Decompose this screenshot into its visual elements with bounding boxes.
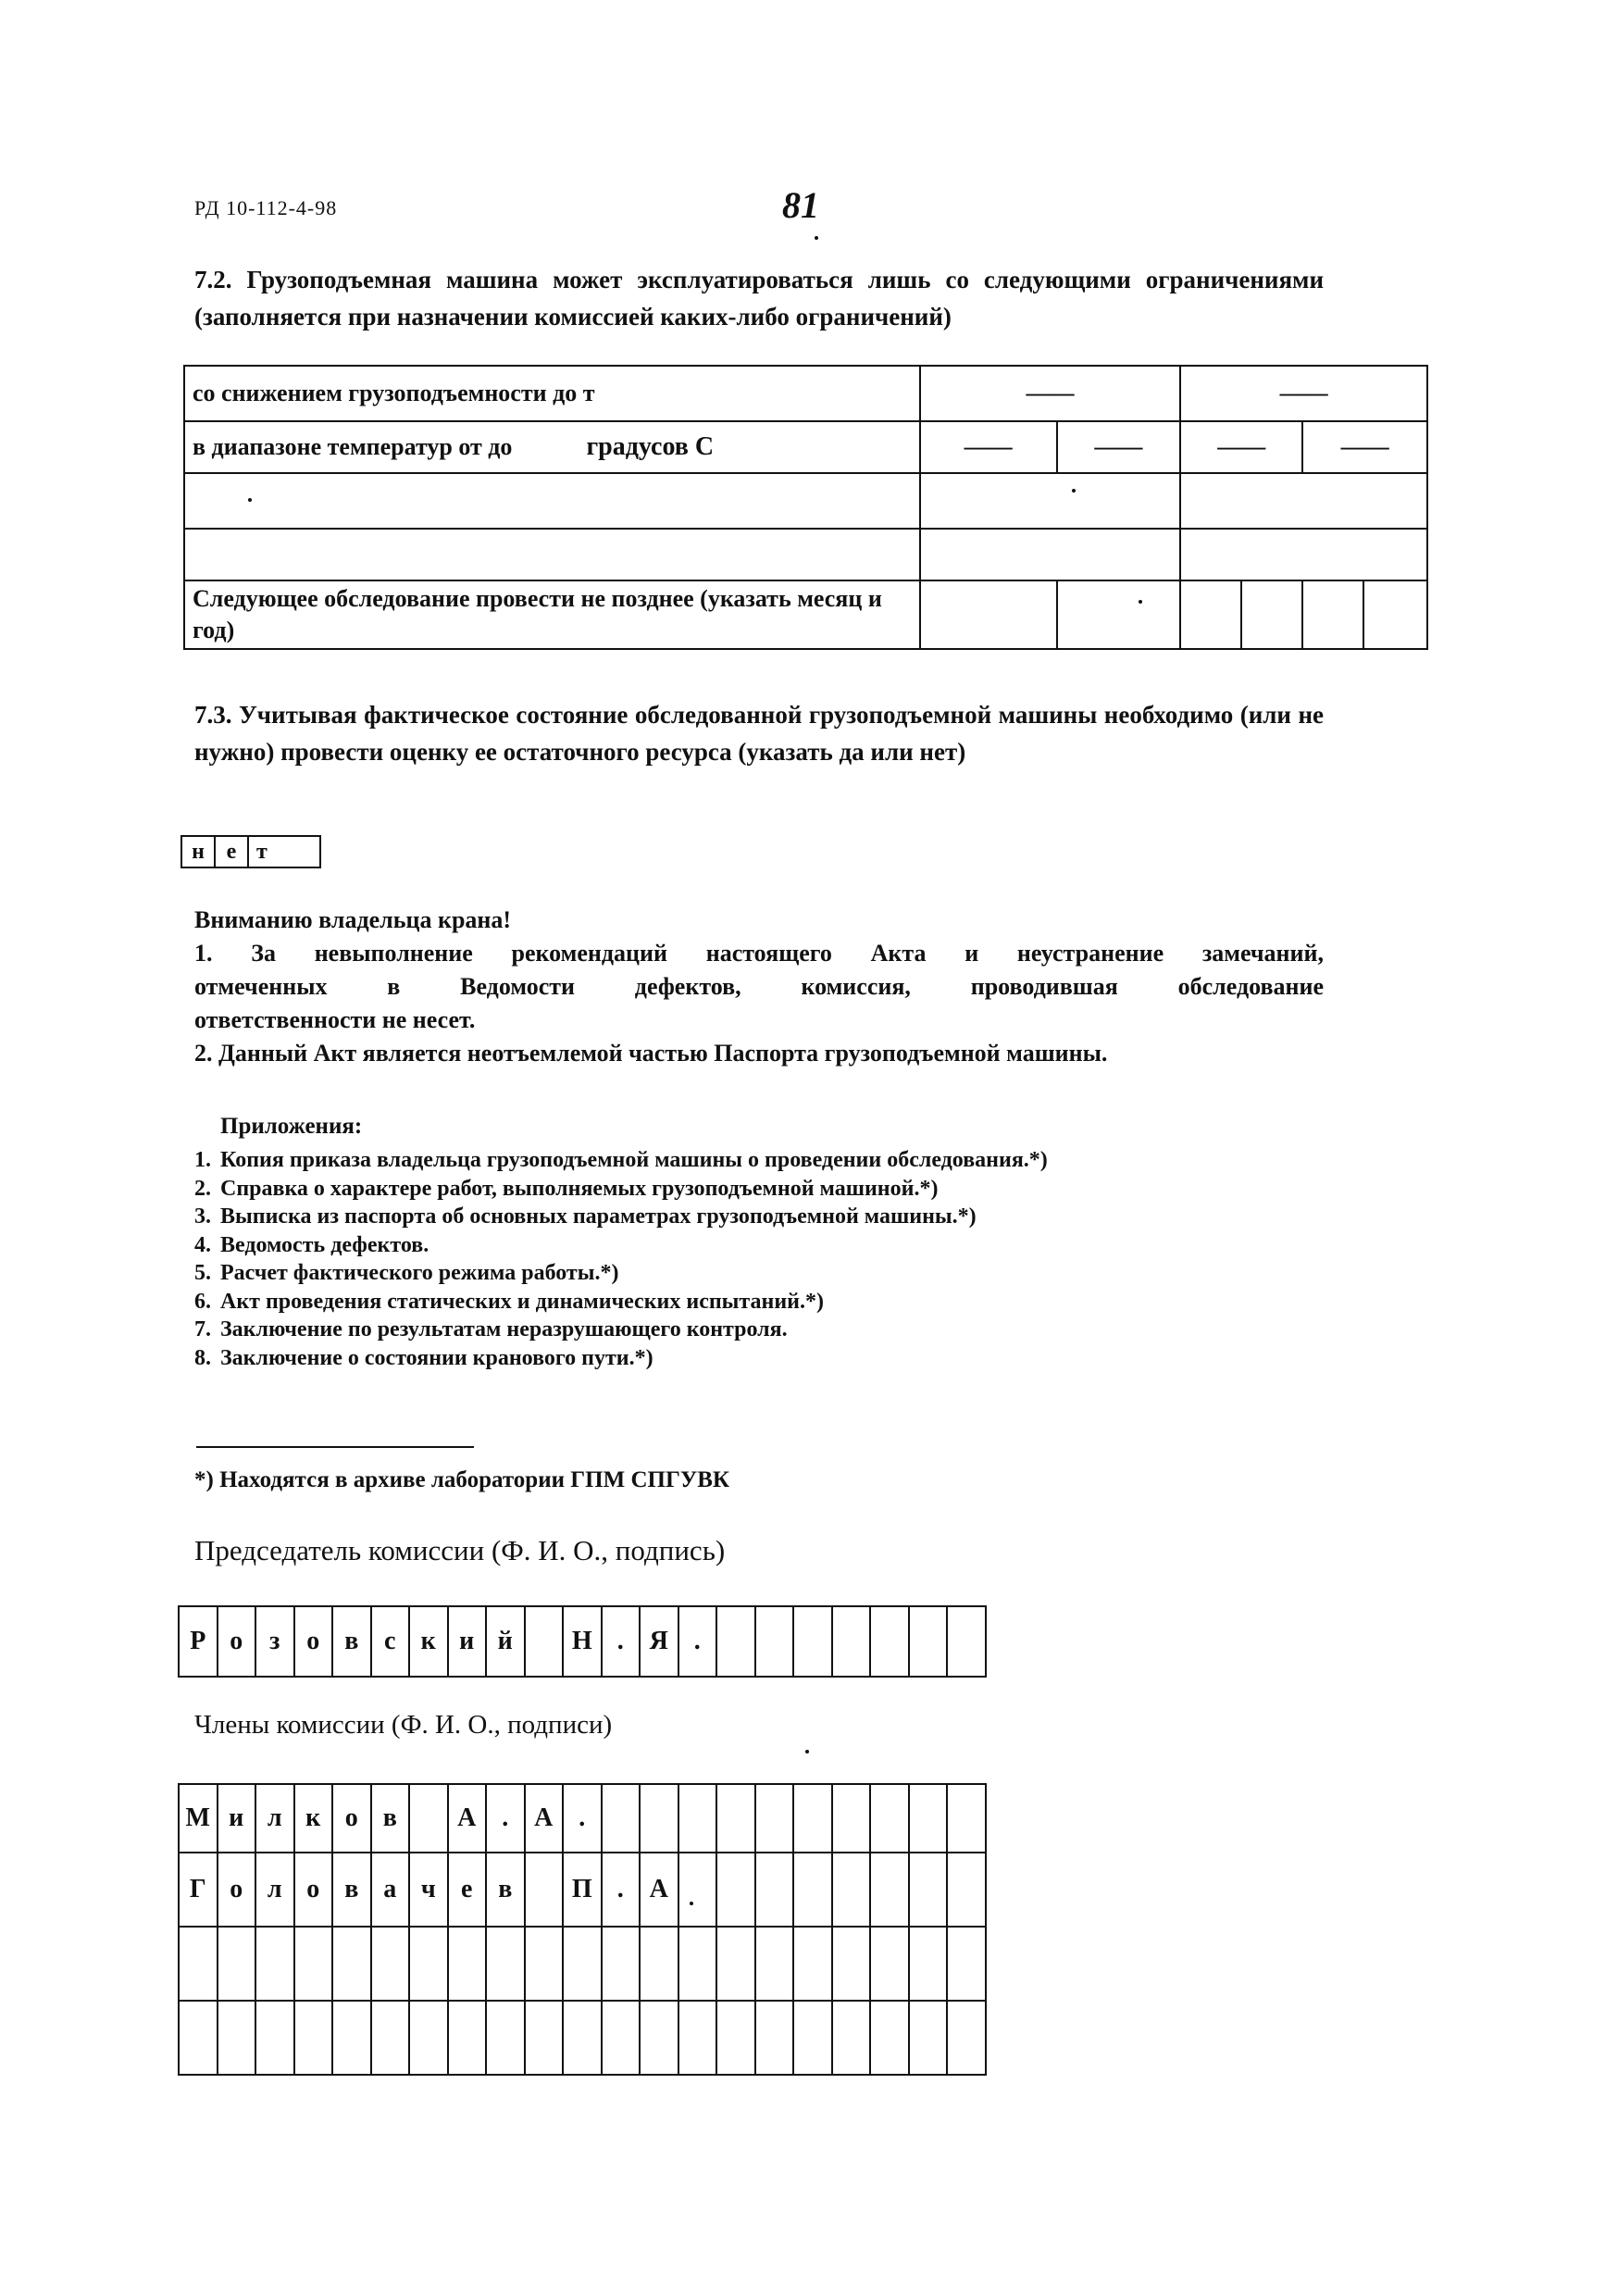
letter-cell: [832, 1927, 871, 2001]
letter-cell: А: [640, 1853, 678, 1927]
letter-cell: [179, 2001, 218, 2075]
letter-cell: [294, 2001, 333, 2075]
table-row: [179, 2001, 986, 2075]
chairman-label: Председатель комиссии (Ф. И. О., подпись): [194, 1534, 726, 1566]
letter-cell: [793, 1853, 832, 1927]
letter-cell: в: [332, 1606, 371, 1677]
members-name-grid: [178, 1783, 987, 2076]
letter-cell: [755, 2001, 794, 2075]
letter-cell: [525, 1853, 564, 1927]
list-item: 3. Выписка из паспорта об основных параметрах грузоподъемной машины.*): [194, 1204, 977, 1229]
letter-cell: [947, 1853, 986, 1927]
letter-cell: к: [409, 1606, 448, 1677]
scan-speck: [248, 498, 252, 502]
letter-cell: [563, 2001, 602, 2075]
next-inspection-label: Следующее обследование провести не позднее (указать месяц и год): [184, 580, 920, 649]
letter-cell: с: [371, 1606, 410, 1677]
letter-cell: [332, 2001, 371, 2075]
attention-title: Вниманию владельца крана!: [194, 906, 512, 933]
letter-cell: е: [448, 1853, 487, 1927]
letter-cell: л: [255, 1784, 294, 1853]
letter-cell: [218, 2001, 256, 2075]
letter-cell: П: [563, 1853, 602, 1927]
letter-cell: [255, 1927, 294, 2001]
letter-cell: [870, 1927, 909, 2001]
letter-cell: А: [448, 1784, 487, 1853]
letter-cell: [409, 1784, 448, 1853]
answer-letter: н: [181, 836, 215, 867]
table-row: [179, 1927, 986, 2001]
letter-cell: о: [332, 1784, 371, 1853]
letter-cell: [870, 2001, 909, 2075]
list-item: 8. Заключение о состоянии кранового пути.*): [194, 1345, 653, 1370]
letter-cell: [909, 1784, 948, 1853]
table-row: [184, 473, 1427, 529]
letter-cell: .: [602, 1853, 641, 1927]
residual-assessment-answer: [180, 835, 321, 868]
answer-letter: е: [215, 836, 248, 867]
scan-speck: [1139, 600, 1142, 604]
letter-cell: и: [218, 1784, 256, 1853]
letter-cell: [793, 1784, 832, 1853]
table-row: [184, 366, 1427, 421]
letter-cell: ч: [409, 1853, 448, 1927]
table-row: [179, 1606, 986, 1677]
members-label: Члены комиссии (Ф. И. О., подписи): [194, 1710, 613, 1740]
appendices-title: Приложения:: [220, 1114, 363, 1139]
letter-cell: [678, 2001, 717, 2075]
letter-cell: [448, 1927, 487, 2001]
letter-cell: .: [678, 1606, 717, 1677]
letter-cell: [640, 1927, 678, 2001]
letter-cell: [678, 1784, 717, 1853]
letter-cell: [218, 1927, 256, 2001]
chairman-name-grid: [178, 1605, 987, 1678]
temperature-range-label: в диапазоне температур от до: [193, 433, 513, 460]
scan-speck: [690, 1902, 693, 1905]
letter-cell: [716, 1606, 755, 1677]
letter-cell: [716, 1853, 755, 1927]
letter-cell: [255, 2001, 294, 2075]
table-row: [184, 421, 1427, 473]
letter-cell: [448, 2001, 487, 2075]
letter-cell: [525, 1927, 564, 2001]
capacity-value: ——: [920, 366, 1181, 421]
letter-cell: [332, 1927, 371, 2001]
letter-cell: [793, 1927, 832, 2001]
letter-cell: [832, 1606, 871, 1677]
letter-cell: [602, 1784, 641, 1853]
letter-cell: [947, 1927, 986, 2001]
letter-cell: а: [371, 1853, 410, 1927]
letter-cell: [870, 1784, 909, 1853]
letter-cell: [832, 2001, 871, 2075]
letter-cell: [870, 1853, 909, 1927]
list-item: 4. Ведомость дефектов.: [194, 1232, 429, 1257]
letter-cell: [870, 1606, 909, 1677]
table-row: [179, 1784, 986, 1853]
letter-cell: [755, 1606, 794, 1677]
letter-cell: [909, 1927, 948, 2001]
letter-cell: [602, 2001, 641, 2075]
list-item: 6. Акт проведения статических и динамических испытаний.*): [194, 1289, 824, 1314]
letter-cell: [640, 1784, 678, 1853]
letter-cell: Я: [640, 1606, 678, 1677]
answer-letter: т: [248, 836, 320, 867]
temperature-unit-label: градусов С: [586, 432, 715, 461]
letter-cell: [793, 1606, 832, 1677]
capacity-label: со снижением грузоподъемности до т: [184, 366, 920, 421]
footnote-divider: [196, 1446, 474, 1448]
temp-from-value: ——: [920, 421, 1057, 473]
letter-cell: [716, 1927, 755, 2001]
scan-speck: [805, 1750, 809, 1753]
scan-speck: [1072, 489, 1076, 493]
letter-cell: [563, 1927, 602, 2001]
letter-cell: [755, 1853, 794, 1927]
section-7-2-intro: 7.2. Грузоподъемная машина может эксплуатироваться лишь со следующими ограничениями (заполняется при назначении комиссией каких-либо ограничений): [194, 266, 1324, 331]
letter-cell: в: [332, 1853, 371, 1927]
attention-item-2: 2. Данный Акт является неотъемлемой частью Паспорта грузоподъемной машины.: [194, 1040, 1108, 1067]
letter-cell: [602, 1927, 641, 2001]
temp-to-value: ——: [1180, 421, 1302, 473]
letter-cell: о: [294, 1606, 333, 1677]
letter-cell: [640, 2001, 678, 2075]
letter-cell: [409, 2001, 448, 2075]
letter-cell: [947, 1784, 986, 1853]
temp-from-sign: ——: [1057, 421, 1181, 473]
page-number: 81: [782, 184, 819, 226]
letter-cell: [486, 2001, 525, 2075]
letter-cell: [793, 2001, 832, 2075]
temperature-label: [184, 421, 920, 473]
letter-cell: [678, 1853, 717, 1927]
letter-cell: [371, 1927, 410, 2001]
letter-cell: [371, 2001, 410, 2075]
letter-cell: [486, 1927, 525, 2001]
letter-cell: А: [525, 1784, 564, 1853]
letter-cell: л: [255, 1853, 294, 1927]
letter-cell: [947, 2001, 986, 2075]
letter-cell: к: [294, 1784, 333, 1853]
table-row: [184, 529, 1427, 580]
footnote: *) Находятся в архиве лаборатории ГПМ СПГУВК: [194, 1467, 730, 1492]
letter-cell: и: [448, 1606, 487, 1677]
attention-item-1-line-2: отмеченных в Ведомости дефектов, комиссия, проводившая обследование: [194, 973, 1324, 1000]
attention-item-1-line-3: ответственности не несет.: [194, 1006, 476, 1033]
letter-cell: [832, 1784, 871, 1853]
section-7-3-text: 7.3. Учитывая фактическое состояние обследованной грузоподъемной машины необходимо (или не нужно) провести оценку ее остаточного ресурса (указать да или нет): [194, 701, 1324, 766]
letter-cell: М: [179, 1784, 218, 1853]
letter-cell: [755, 1784, 794, 1853]
letter-cell: [832, 1853, 871, 1927]
letter-cell: й: [486, 1606, 525, 1677]
letter-cell: в: [371, 1784, 410, 1853]
table-row: [184, 580, 1427, 649]
letter-cell: [947, 1606, 986, 1677]
letter-cell: [909, 1853, 948, 1927]
attention-block: [194, 904, 1324, 1070]
letter-cell: .: [563, 1784, 602, 1853]
letter-cell: [525, 1606, 564, 1677]
letter-cell: [678, 1927, 717, 2001]
letter-cell: .: [486, 1784, 525, 1853]
list-item: 5. Расчет фактического режима работы.*): [194, 1261, 619, 1285]
letter-cell: Н: [563, 1606, 602, 1677]
letter-cell: о: [218, 1853, 256, 1927]
capacity-unit: ——: [1180, 366, 1427, 421]
letter-cell: [909, 1606, 948, 1677]
list-item: 7. Заключение по результатам неразрушающего контроля.: [194, 1317, 788, 1341]
document-code: РД 10-112-4-98: [194, 196, 338, 219]
list-item: 1. Копия приказа владельца грузоподъемной машины о проведении обследования.*): [194, 1148, 1048, 1172]
letter-cell: [716, 1784, 755, 1853]
letter-cell: [909, 2001, 948, 2075]
appendices-list: [194, 1146, 1048, 1372]
letter-cell: [716, 2001, 755, 2075]
restrictions-table: [183, 365, 1428, 650]
attention-item-1-line-1: 1. За невыполнение рекомендаций настоящего Акта и неустранение замечаний,: [194, 940, 1324, 967]
letter-cell: [525, 2001, 564, 2075]
letter-cell: [755, 1927, 794, 2001]
letter-cell: .: [602, 1606, 641, 1677]
temp-to-sign: ——: [1302, 421, 1427, 473]
table-row: [179, 1853, 986, 1927]
letter-cell: Р: [179, 1606, 218, 1677]
list-item: 2. Справка о характере работ, выполняемых грузоподъемной машиной.*): [194, 1176, 939, 1201]
scan-speck: [815, 236, 818, 240]
letter-cell: о: [218, 1606, 256, 1677]
letter-cell: в: [486, 1853, 525, 1927]
letter-cell: [409, 1927, 448, 2001]
letter-cell: Г: [179, 1853, 218, 1927]
letter-cell: [294, 1927, 333, 2001]
letter-cell: [179, 1927, 218, 2001]
letter-cell: з: [255, 1606, 294, 1677]
letter-cell: о: [294, 1853, 333, 1927]
